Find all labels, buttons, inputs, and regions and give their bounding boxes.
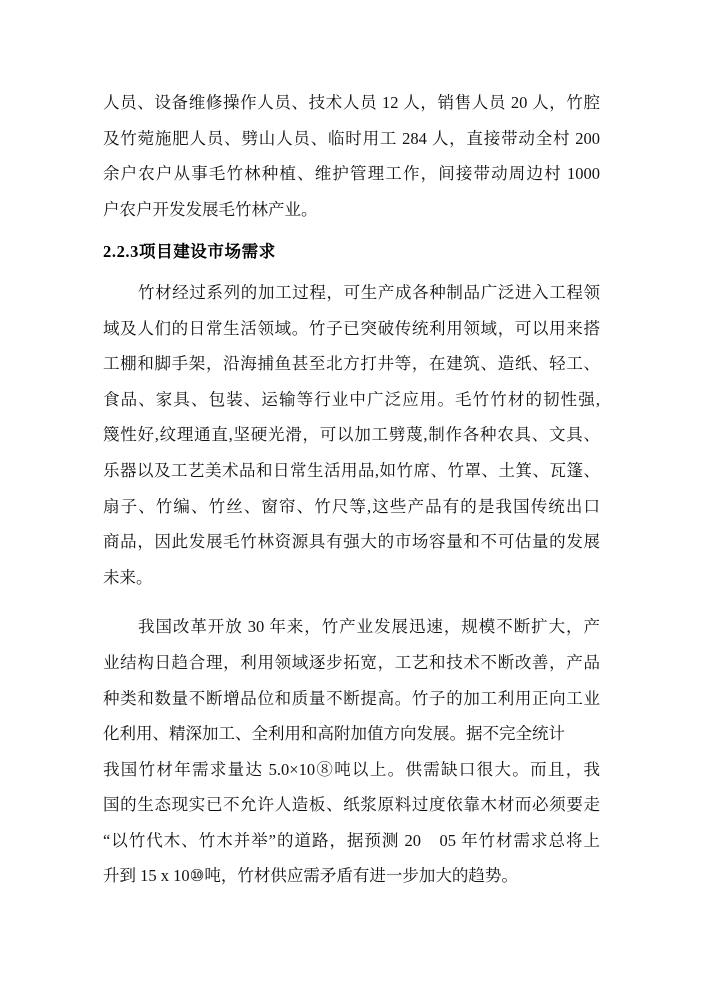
text-line: 工棚和脚手架，沿海捕鱼甚至北方打井等，在建筑、造纸、轻工、	[103, 354, 600, 374]
text-line: 食品、家具、包装、运输等行业中广泛应用。毛竹竹材的韧性强,	[103, 389, 600, 409]
text-line: 余户农户从事毛竹林种植、维护管理工作，间接带动周边村 1000	[103, 164, 600, 184]
text-line: 国的生态现实已不允许人造板、纸浆原料过度依靠木材而必须要走	[103, 795, 600, 815]
text-line: 人员、设备维修操作人员、技术人员 12 人，销售人员 20 人，竹腔	[103, 93, 600, 112]
text-line: 及竹菀施肥人员、劈山人员、临时用工 284 人，直接带动全村 200	[103, 128, 600, 148]
text-line: 未来。	[103, 567, 153, 587]
text-line: 竹材经过系列的加工过程，可生产成各种制品广泛进入工程领	[138, 282, 600, 302]
text-line: 商品，因此发展毛竹林资源具有强大的市场容量和不可估量的发展	[103, 532, 600, 552]
text-line: 户农户开发发展毛竹林产业。	[103, 199, 318, 219]
text-line: 篾性好,纹理通直,坚硬光滑，可以加工劈蔑,制作各种农具、文具、	[103, 425, 600, 445]
text-line: “以竹代木、竹木并举”的道路，据预测 20 05 年竹材需求总将上	[103, 830, 600, 850]
text-line: 种类和数量不断增品位和质量不断提高。竹子的加工利用正向工业	[103, 688, 600, 708]
section-heading: 2.2.3项目建设市场需求	[103, 242, 276, 262]
paragraph-bamboo-uses	[103, 275, 600, 595]
paragraph-market-demand	[103, 609, 600, 894]
text-line: 扇子、竹编、竹丝、窗帘、竹尺等,这些产品有的是我国传统出口	[103, 496, 600, 516]
document-page	[103, 85, 600, 894]
text-line: 我国竹材年需求量达 5.0×10⑧吨以上。供需缺口很大。而且，我	[103, 759, 600, 779]
text-line: 乐器以及工艺美术品和日常生活用品,如竹席、竹罩、土箕、瓦篷、	[103, 460, 600, 480]
paragraph-staffing	[103, 85, 600, 227]
text-line: 化利用、精深加工、全利用和高附加值方向发展。据不完全统计	[103, 724, 565, 744]
text-line: 升到 15 x 10⑩吨，竹材供应需矛盾有进一步加大的趋势。	[103, 866, 518, 886]
text-line: 业结构日趋合理，利用领域逐步拓宽，工艺和技术不断改善，产品	[103, 652, 600, 672]
text-line: 我国改革开放 30 年来，竹产业发展迅速，规模不断扩大，产	[138, 617, 600, 637]
text-line: 域及人们的日常生活领域。竹子已突破传统利用领域，可以用来搭	[103, 318, 600, 338]
